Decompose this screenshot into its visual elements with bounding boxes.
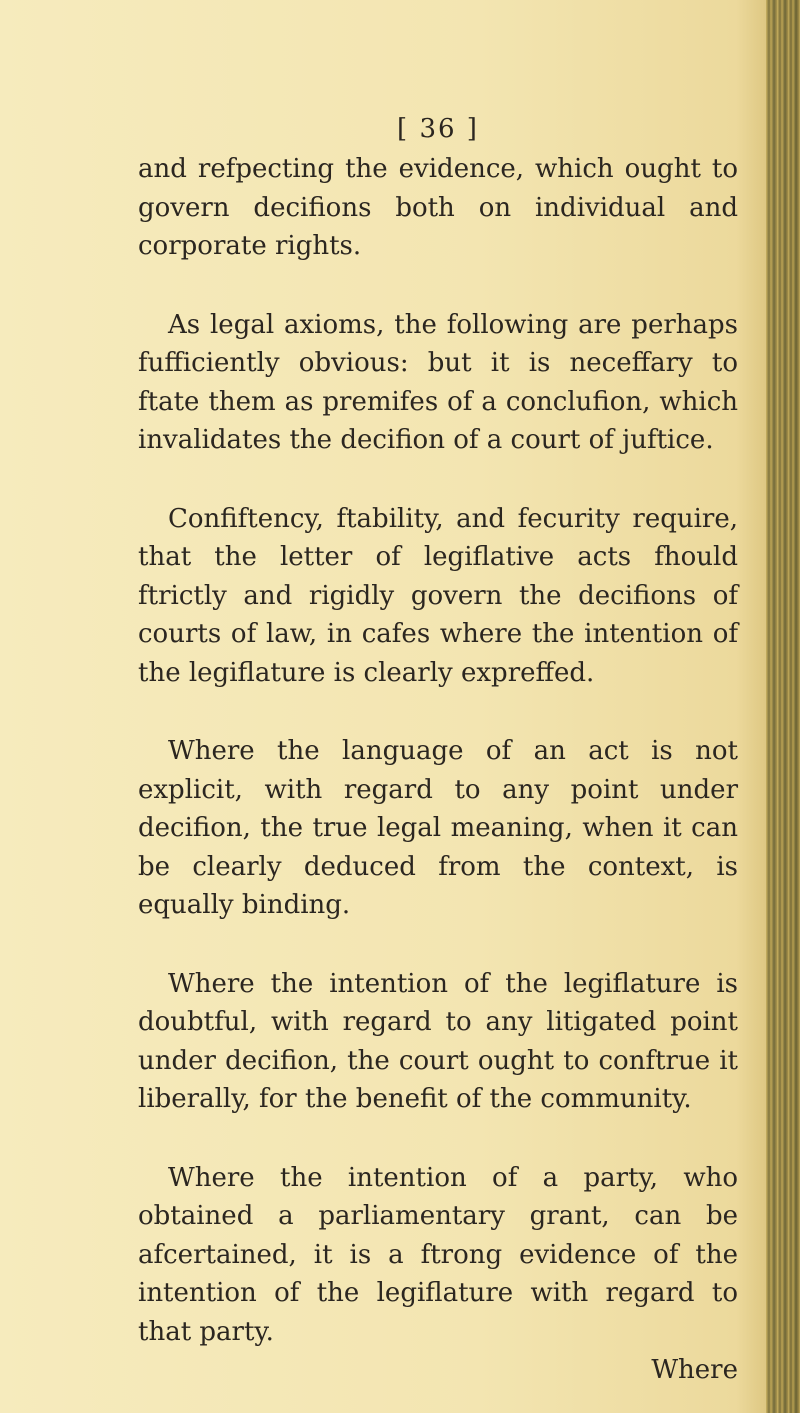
page-text [138, 110, 738, 1390]
paragraph-2: As legal axioms, the following are perhaps fufficiently obvious: but it is neceffary to ftate them as premifes of a conclufion, which invalidates the decifion of a court of juftice. [138, 309, 738, 455]
paragraph-1: and refpecting the evidence, which ought to govern decifions both on individual and corporate rights. [138, 154, 738, 261]
paragraph-4: Where the language of an act is not explicit, with regard to any point under decifion, the true legal meaning, when it can be clearly deduced from the context, is equally binding. [138, 736, 738, 920]
page-number: [ 36 ] [397, 114, 479, 144]
catchword: Where [651, 1355, 738, 1385]
page-edge [766, 0, 800, 1413]
paragraph-6: Where the intention of a party, who obtained a parliamentary grant, can be afcertained, it is a ftrong evidence of the intention of the legiflature with regard to that party. [138, 1162, 738, 1347]
paragraph-5: Where the intention of the legiflature is doubtful, with regard to any litigated point under decifion, the court ought to conftrue it liberally, for the benefit of the community. [138, 968, 738, 1114]
paragraph-3: Confiftency, ftability, and fecurity require, that the letter of legiflative acts fhould ftrictly and rigidly govern the decifions of courts of law, in cafes where the intention of the legiflature is clearly expreffed. [138, 503, 738, 688]
